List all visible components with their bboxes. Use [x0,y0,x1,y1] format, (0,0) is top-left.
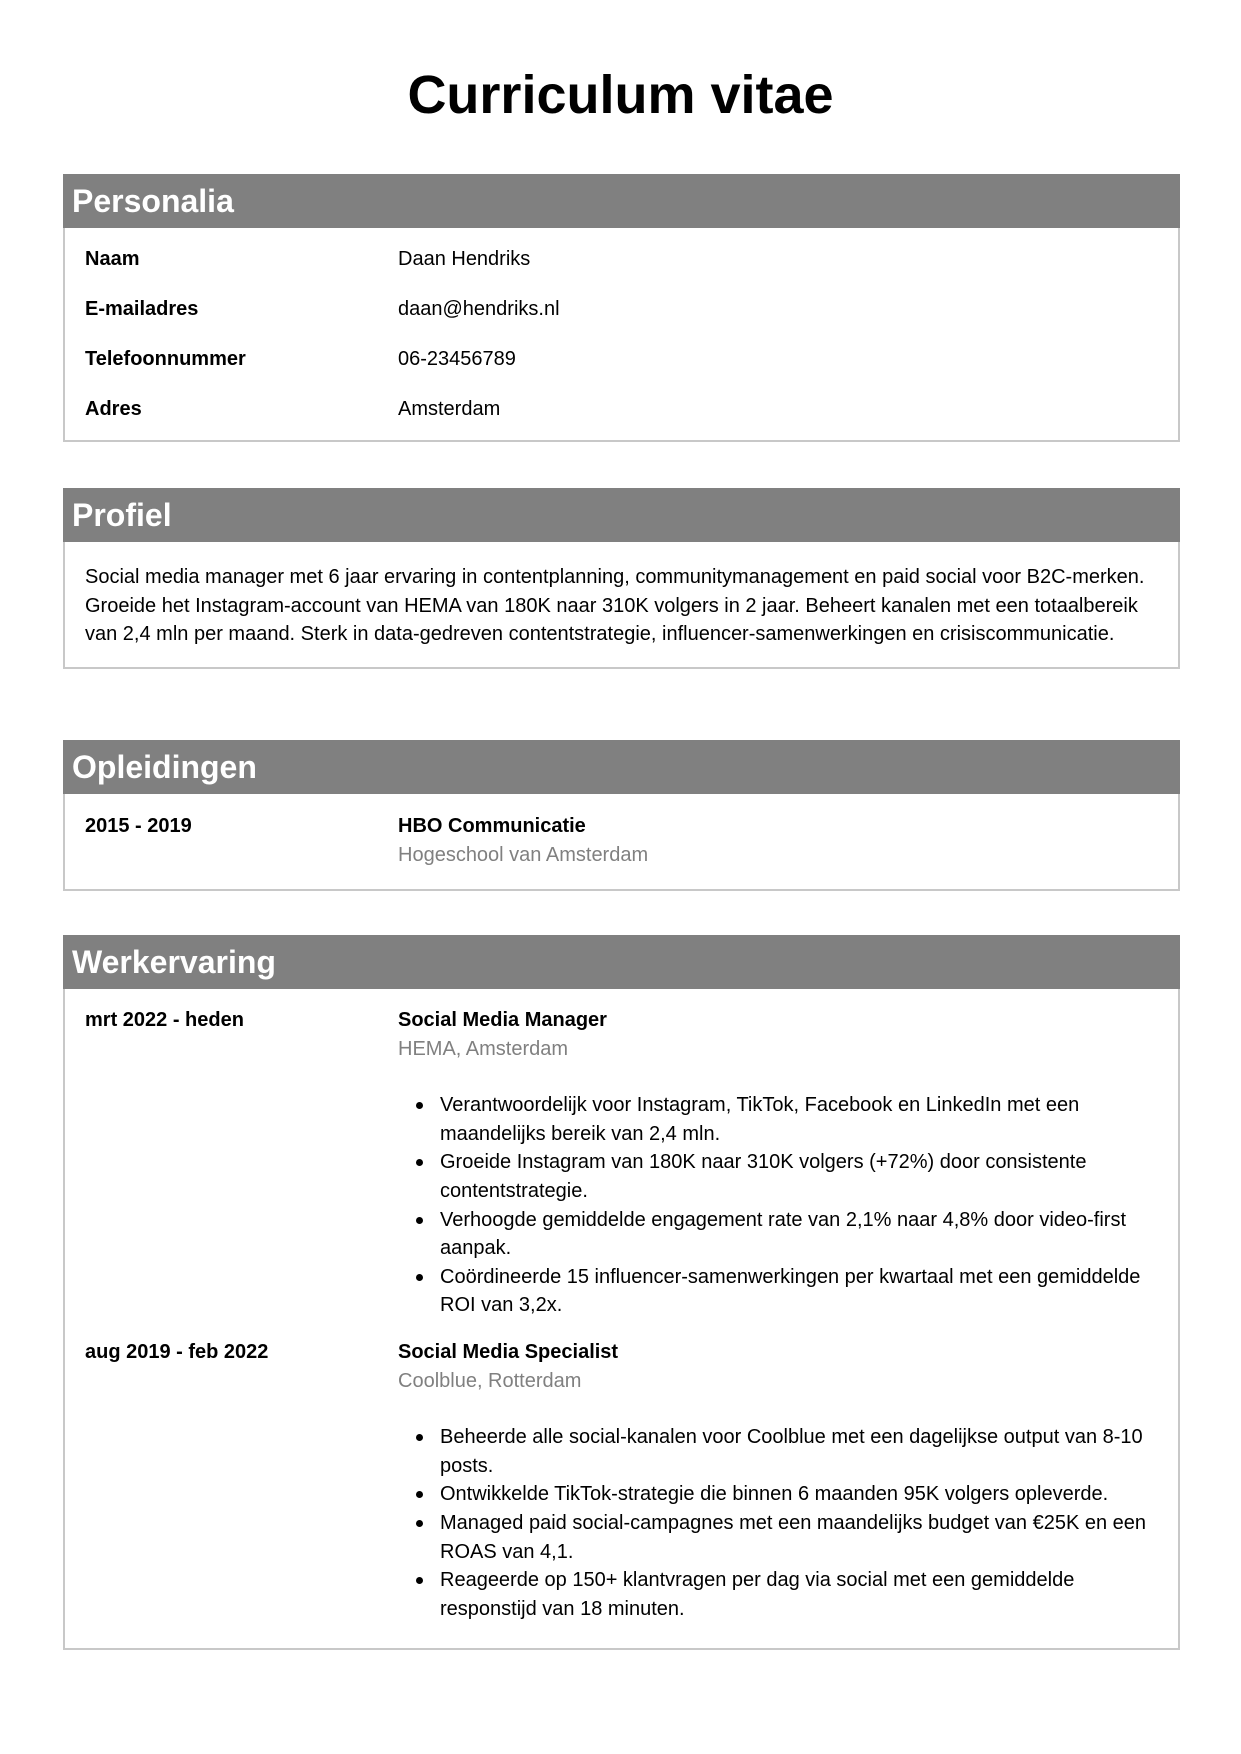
section-heading-werkervaring: Werkervaring [63,935,1180,989]
personalia-label: E-mailadres [85,298,199,320]
personalia-label: Adres [85,398,142,420]
section-heading-opleidingen: Opleidingen [63,740,1180,794]
education-institution: Hogeschool van Amsterdam [398,843,649,866]
personalia-list [65,228,1178,440]
opleidingen-list [65,794,1178,889]
work-bullet: Ontwikkelde TikTok-strategie die binnen 6 maanden 95K volgers opleverde. [440,1480,1158,1509]
profile-text: Social media manager met 6 jaar ervaring in contentplanning, communitymanagement en paid social voor B2C-merken. Groeide het Instagram-account van HEMA van 180K naar 310K volgers in 2 jaar. Beheert kanalen met een totaalbereik van 2,4 mln per maand. Sterk in data-gedreven contentstrategie, influencer-samenwerkingen en crisiscommunicatie. [85,566,1145,646]
work-period: aug 2019 - feb 2022 [85,1340,269,1363]
work-bullet: Verhoogde gemiddelde engagement rate van 2,1% naar 4,8% door video-first aanpak. [440,1206,1158,1263]
work-bullet-list [398,1423,1158,1623]
work-period: mrt 2022 - heden [85,1009,244,1031]
werkervaring-list [65,989,1178,1645]
work-entry [85,1006,1158,1320]
education-period: 2015 - 2019 [85,815,192,837]
work-entry [85,1338,1158,1623]
personalia-value: 06-23456789 [398,348,516,370]
section-profiel [63,488,1180,669]
section-opleidingen [63,740,1180,891]
personalia-label: Telefoonnummer [85,348,246,370]
work-bullet: Beheerde alle social-kanalen voor Coolblue met een dagelijkse output van 8-10 posts. [440,1423,1158,1480]
work-bullet: Groeide Instagram van 180K naar 310K volgers (+72%) door consistente contentstrategie. [440,1148,1158,1205]
section-heading-profiel: Profiel [63,488,1180,542]
personalia-row-telefoon [85,345,1158,395]
personalia-value: daan@hendriks.nl [398,298,560,320]
work-employer: Coolblue, Rotterdam [398,1369,582,1392]
work-details [398,1006,1158,1320]
personalia-row-naam [85,245,1158,295]
profiel-body [65,542,1178,667]
work-details [398,1338,1158,1623]
personalia-value: Daan Hendriks [398,248,531,270]
personalia-label: Naam [85,248,140,270]
work-bullet-list [398,1091,1158,1320]
section-werkervaring [63,935,1180,1650]
education-title: HBO Communicatie [398,815,586,837]
education-details [398,812,1158,869]
section-personalia [63,174,1180,442]
education-entry [85,812,1158,869]
section-heading-personalia: Personalia [63,174,1180,228]
work-bullet: Verantwoordelijk voor Instagram, TikTok, Facebook en LinkedIn met een maandelijks bereik van 2,4 mln. [440,1091,1158,1148]
personalia-row-email [85,295,1158,345]
document-title: Curriculum vitae [407,65,834,125]
work-title: Social Media Manager [398,1009,607,1031]
work-bullet: Coördineerde 15 influencer-samenwerkingen per kwartaal met een gemiddelde ROI van 3,2x. [440,1263,1158,1320]
personalia-value: Amsterdam [398,398,501,420]
work-bullet: Reageerde op 150+ klantvragen per dag via social met een gemiddelde responstijd van 18 minuten. [440,1566,1158,1623]
work-employer: HEMA, Amsterdam [398,1037,569,1060]
work-bullet: Managed paid social-campagnes met een maandelijks budget van €25K en een ROAS van 4,1. [440,1509,1158,1566]
work-title: Social Media Specialist [398,1340,619,1363]
personalia-row-adres [85,395,1158,427]
